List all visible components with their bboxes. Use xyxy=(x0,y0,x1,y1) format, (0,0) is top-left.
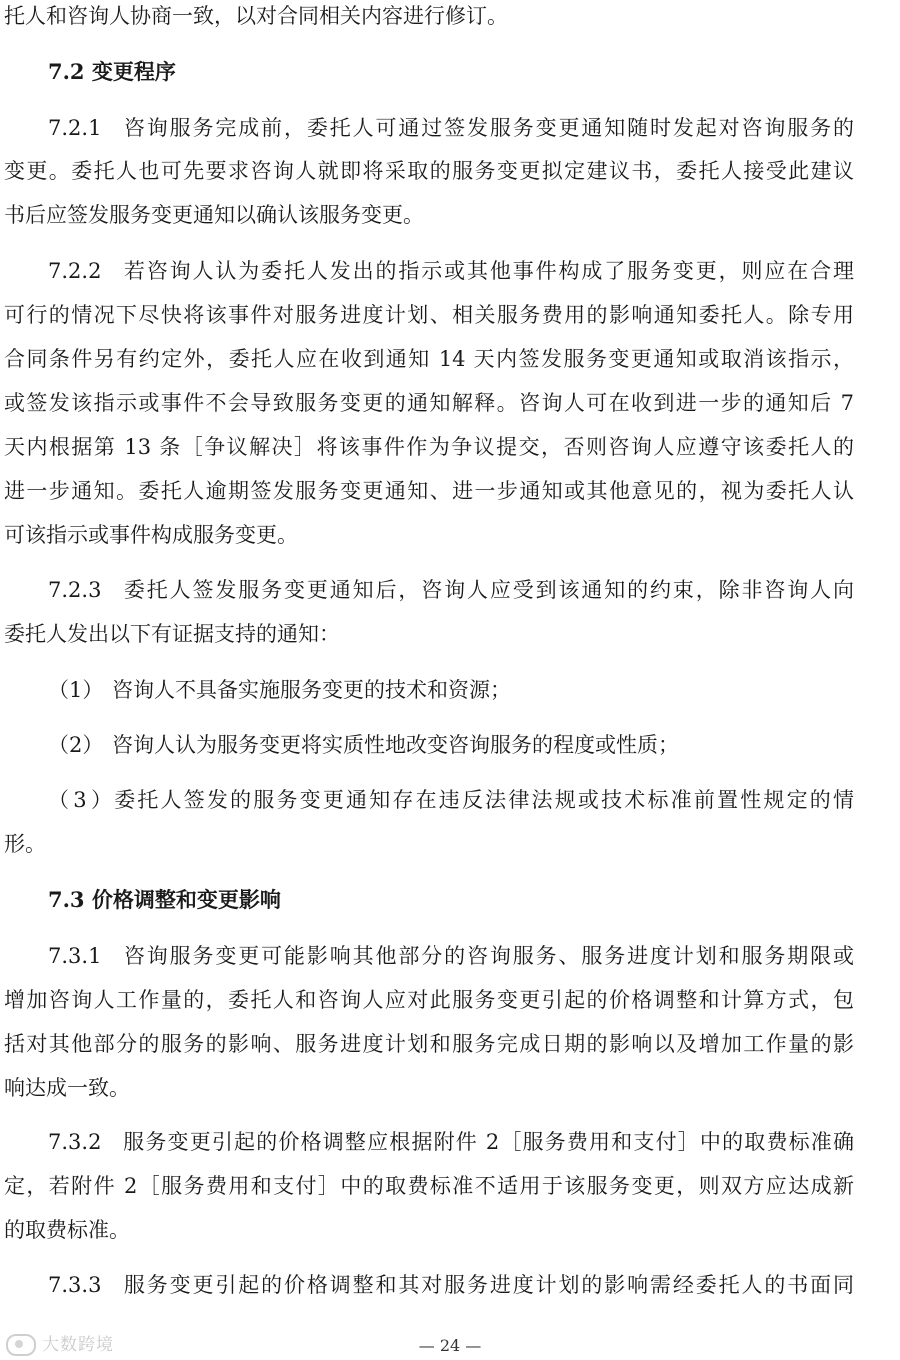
clause-text: 咨询服务变更可能影响其他部分的咨询服务、服务进度计划和服务期限或 xyxy=(122,944,854,968)
clause-text: 若咨询人认为委托人发出的指示或其他事件构成了服务变更，则应在合理 xyxy=(122,259,854,283)
list-item-text: 咨询人不具备实施服务变更的技术和资源； xyxy=(112,678,511,702)
clause-number: 7.3.3 xyxy=(48,1273,102,1297)
watermark xyxy=(6,1330,114,1356)
paragraph-line: 括对其他部分的服务的影响、服务进度计划和服务完成日期的影响以及增加工作量的影 xyxy=(4,1032,854,1056)
paragraph-line: 可该指示或事件构成服务变更。 xyxy=(4,523,298,547)
list-item-text: 委托人签发的服务变更通知存在违反法律法规或技术标准前置性规定的情 xyxy=(112,788,854,812)
list-item-number: （1） xyxy=(48,678,104,702)
paragraph-line: 可行的情况下尽快将该事件对服务进度计划、相关服务费用的影响通知委托人。除专用 xyxy=(4,303,854,327)
clause-text: 服务变更引起的价格调整和其对服务进度计划的影响需经委托人的书面同 xyxy=(122,1273,854,1297)
clause-number: 7.3.2 xyxy=(48,1130,102,1154)
list-item xyxy=(48,676,854,704)
clause-number: 7.2.1 xyxy=(48,116,102,140)
page-number: — 24 — xyxy=(418,1336,482,1355)
paragraph-line: 进一步通知。委托人逾期签发服务变更通知、进一步通知或其他意见的，视为委托人认 xyxy=(4,479,854,503)
paragraph-line: 托人和咨询人协商一致，以对合同相关内容进行修订。 xyxy=(4,4,508,28)
paragraph-line: 形。 xyxy=(4,832,46,856)
paragraph-line: 委托人发出以下有证据支持的通知： xyxy=(4,622,340,646)
clause-7-3-2-line xyxy=(48,1128,854,1156)
clause-text: 咨询服务完成前，委托人可通过签发服务变更通知随时发起对咨询服务的 xyxy=(122,116,854,140)
clause-7-2-3-line xyxy=(48,576,854,604)
paragraph-line: 书后应签发服务变更通知以确认该服务变更。 xyxy=(4,203,424,227)
list-item-number: （3） xyxy=(48,788,112,812)
watermark-logo-icon xyxy=(6,1334,36,1356)
clause-number: 7.2.2 xyxy=(48,259,102,283)
clause-text: 委托人签发服务变更通知后，咨询人应受到该通知的约束，除非咨询人向 xyxy=(122,578,854,602)
paragraph-line: 定，若附件 2［服务费用和支付］中的取费标准不适用于该服务变更，则双方应达成新 xyxy=(4,1174,854,1198)
paragraph-line: 响达成一致。 xyxy=(4,1076,130,1100)
clause-text: 服务变更引起的价格调整应根据附件 2［服务费用和支付］中的取费标准确 xyxy=(122,1130,854,1154)
paragraph-line: 合同条件另有约定外，委托人应在收到通知 14 天内签发服务变更通知或取消该指示， xyxy=(4,347,854,371)
paragraph-line: 的取费标准。 xyxy=(4,1218,130,1242)
clause-7-3-1-line xyxy=(48,942,854,970)
clause-7-3-3-line xyxy=(48,1271,854,1299)
paragraph-line: 增加咨询人工作量的，委托人和咨询人应对此服务变更引起的价格调整和计算方式，包 xyxy=(4,988,854,1012)
paragraph-line: 天内根据第 13 条［争议解决］将该事件作为争议提交，否则咨询人应遵守该委托人的 xyxy=(4,435,854,459)
paragraph-line: 变更。委托人也可先要求咨询人就即将采取的服务变更拟定建议书，委托人接受此建议 xyxy=(4,159,854,183)
list-item xyxy=(48,731,854,759)
list-item xyxy=(48,786,854,814)
watermark-text: 大数跨境 xyxy=(42,1335,114,1355)
clause-number: 7.3.1 xyxy=(48,944,102,968)
clause-7-2-1-line xyxy=(48,114,854,142)
paragraph-line: 或签发该指示或事件不会导致服务变更的通知解释。咨询人可在收到进一步的通知后 7 xyxy=(4,391,854,415)
list-item-number: （2） xyxy=(48,733,104,757)
clause-7-2-2-line xyxy=(48,257,854,285)
section-heading-7-3: 7.3 价格调整和变更影响 xyxy=(48,887,281,912)
clause-number: 7.2.3 xyxy=(48,578,102,602)
section-heading-7-2: 7.2 变更程序 xyxy=(48,59,176,84)
list-item-text: 咨询人认为服务变更将实质性地改变咨询服务的程度或性质； xyxy=(112,733,679,757)
